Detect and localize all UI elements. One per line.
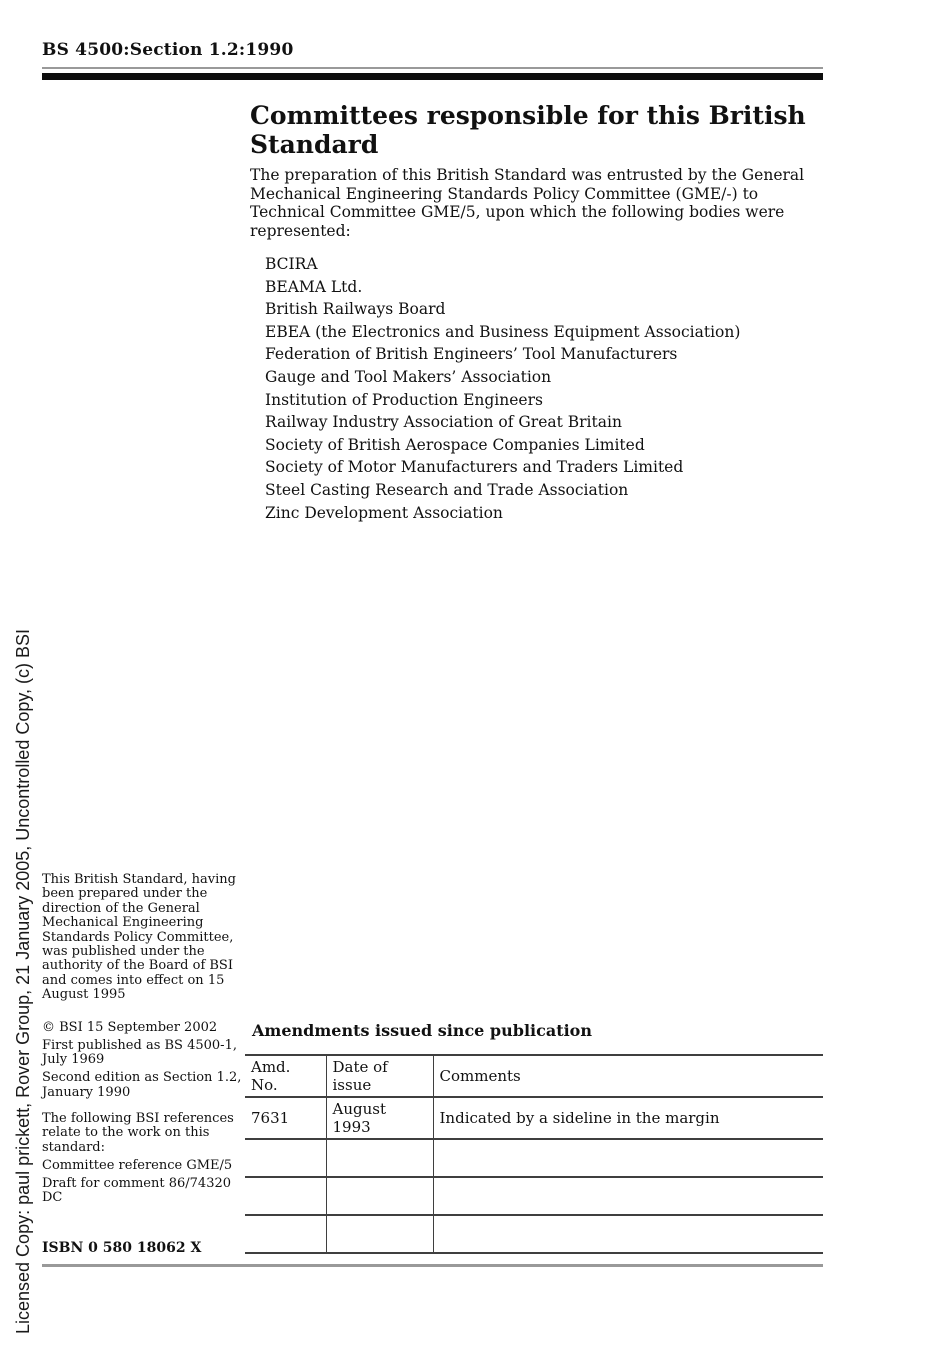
list-item: Steel Casting Research and Trade Association	[265, 480, 629, 499]
comments-cell	[433, 1177, 823, 1215]
list-item: EBEA (the Electronics and Business Equipment Association)	[265, 322, 741, 341]
list-item: Zinc Development Association	[265, 503, 503, 522]
main-column	[250, 101, 828, 524]
footer-rule	[42, 1264, 823, 1267]
amendments-heading: Amendments issued since publication	[252, 1021, 592, 1040]
committee-reference-line: Committee reference GME/5	[42, 1157, 233, 1173]
table-row	[245, 1097, 823, 1139]
page-title: Committees responsible for this British Standard	[250, 101, 806, 159]
header-rule-thin	[42, 67, 823, 69]
list-item: Institution of Production Engineers	[265, 390, 543, 409]
draft-comment-line: Draft for comment 86/74320 DC	[42, 1175, 232, 1206]
table-row	[245, 1177, 823, 1215]
column-header: Date of issue	[326, 1055, 433, 1097]
standard-reference: BS 4500:Section 1.2:1990	[42, 40, 294, 60]
list-item: Society of British Aerospace Companies Limited	[265, 435, 645, 454]
table-header-row	[245, 1055, 823, 1097]
amd-no-cell	[245, 1177, 326, 1215]
comments-cell: Indicated by a sideline in the margin	[433, 1097, 823, 1139]
list-item: BCIRA	[265, 255, 318, 273]
amd-no-cell: 7631	[245, 1097, 326, 1139]
publication-note: This British Standard, having been prepared under the direction of the General Mechanical Engineering Standards Policy Committee, was published under the authority of the Board of BSI and comes into effect on 15 August 1995	[42, 872, 236, 1003]
isbn-line: ISBN 0 580 18062 X	[42, 1240, 202, 1256]
date-cell	[326, 1139, 433, 1177]
list-item: Railway Industry Association of Great Britain	[265, 413, 622, 432]
table-row	[245, 1215, 823, 1253]
list-item: BEAMA Ltd.	[265, 277, 363, 296]
first-published-line: First published as BS 4500-1, July 1969	[42, 1037, 237, 1068]
date-cell: August 1993	[326, 1097, 433, 1139]
table-row	[245, 1139, 823, 1177]
list-item: Federation of British Engineers’ Tool Manufacturers	[265, 345, 678, 364]
list-item: British Railways Board	[265, 300, 446, 319]
date-cell	[326, 1215, 433, 1253]
amd-no-cell	[245, 1139, 326, 1177]
list-item: Society of Motor Manufacturers and Traders Limited	[265, 458, 684, 477]
column-header: Amd. No.	[245, 1055, 326, 1097]
date-cell	[326, 1177, 433, 1215]
column-header: Comments	[433, 1055, 823, 1097]
references-intro: The following BSI references relate to the work on this standard:	[42, 1111, 234, 1155]
list-item: Gauge and Tool Makers’ Association	[265, 367, 552, 386]
edition-notes	[42, 1021, 254, 1209]
second-edition-line: Second edition as Section 1.2, January 1990	[42, 1070, 242, 1100]
represented-bodies-list	[250, 253, 828, 524]
amendments-table	[245, 1054, 823, 1254]
amd-no-cell	[245, 1215, 326, 1253]
license-watermark: Licensed Copy: paul prickett, Rover Group, 21 January 2005, Uncontrolled Copy, (c) BSI	[13, 628, 33, 1334]
copyright-line: © BSI 15 September 2002	[42, 1020, 218, 1035]
intro-paragraph: The preparation of this British Standard was entrusted by the General Mechanical Engineering Standards Policy Committee (GME/-) to Technical Committee GME/5, upon which the following bodies were represented:	[250, 166, 805, 240]
comments-cell	[433, 1139, 823, 1177]
comments-cell	[433, 1215, 823, 1253]
header-rule-thick	[42, 73, 823, 80]
